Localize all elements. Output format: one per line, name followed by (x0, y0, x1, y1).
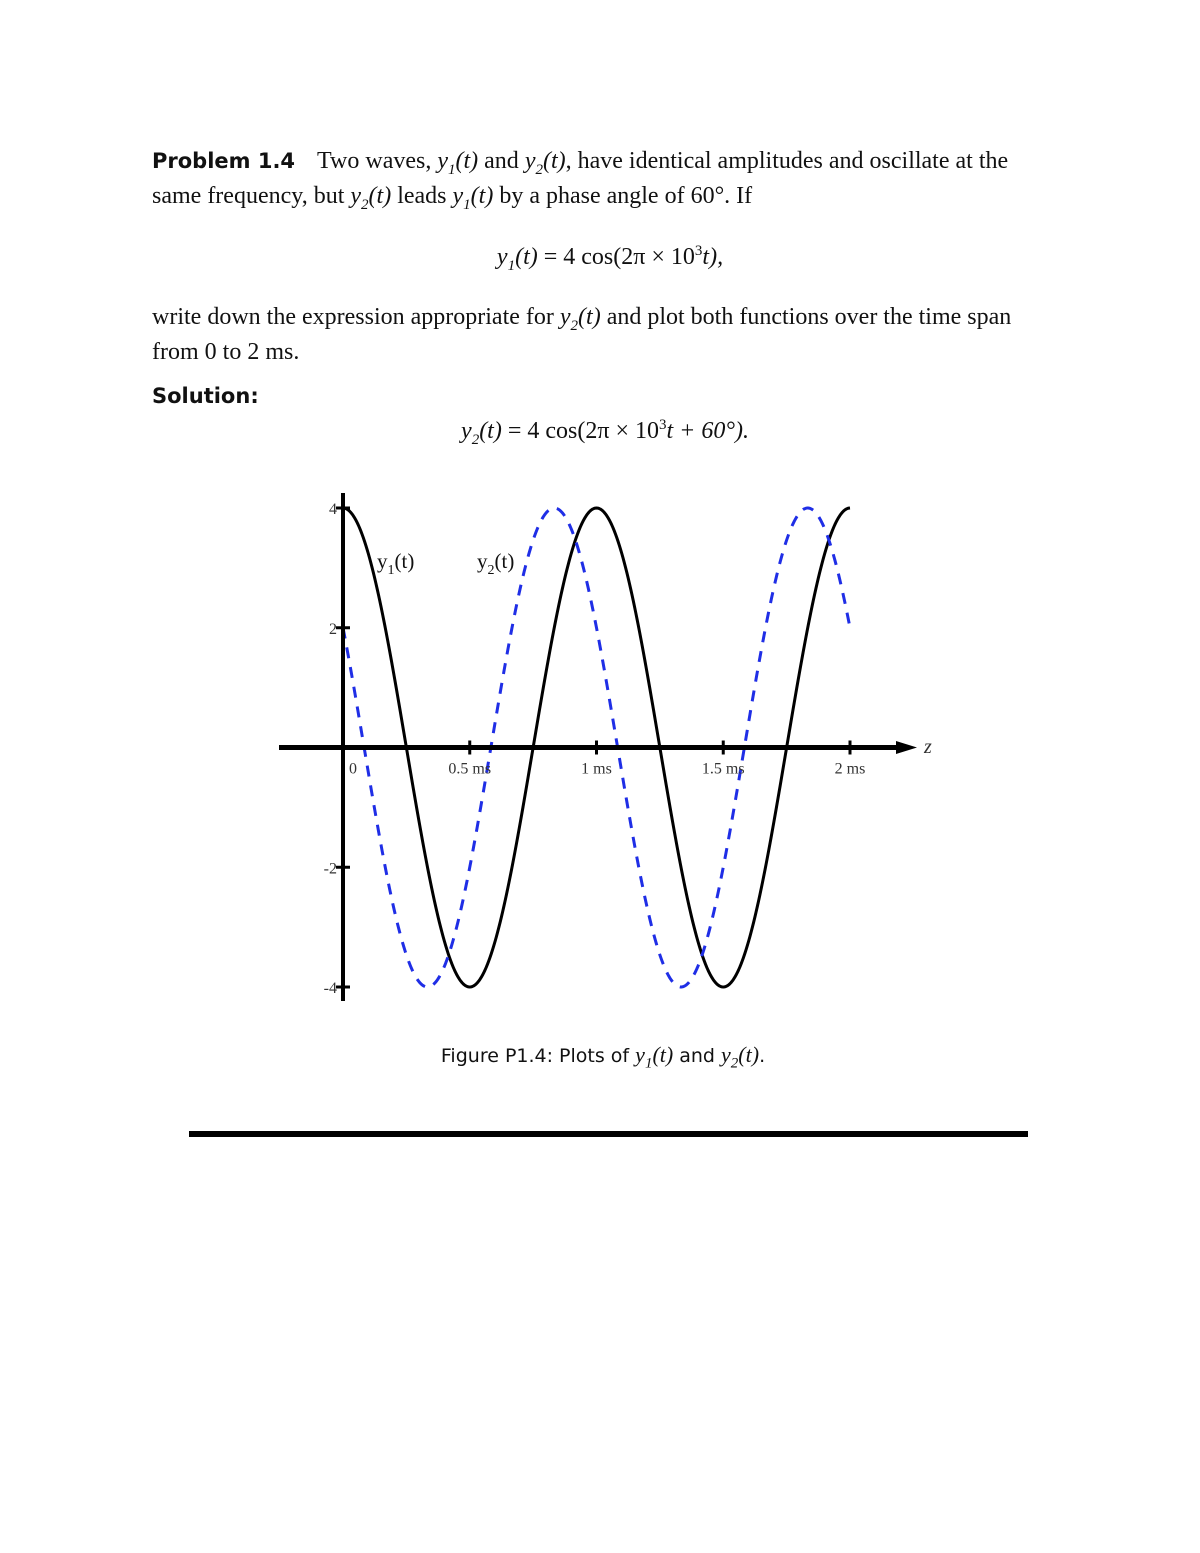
and-word: and (478, 148, 525, 174)
legend-label-2: $y_2(t)$ (477, 549, 515, 578)
leads-word: leads (391, 183, 453, 209)
legend-label-1: $y_1(t)$ (377, 549, 415, 578)
y-tick-label: 4 (329, 501, 337, 518)
problem-label: Problem 1.4 (152, 149, 296, 173)
y2-symbol-task: $y_2(t)$ (559, 304, 601, 334)
y1-symbol-leads: $y_1(t)$ (452, 183, 494, 213)
y-tick-label: 2 (329, 620, 337, 638)
x-axis-label: z (924, 736, 932, 758)
task-text-2: and plot both functions over the time span from 0 to 2 ms. (152, 304, 1012, 365)
problem-intro-3: by a phase angle of 60°. If (493, 183, 753, 209)
x-tick-label: 0.5 ms (448, 760, 492, 778)
x-tick-label: 0 (349, 760, 357, 778)
x-tick-label: 1 ms (581, 760, 612, 778)
figure-caption: Figure P1.4: Plots of $y_1(t)$ and $y_2(t)$. (440, 1042, 766, 1072)
y2-symbol-leads: $y_2(t)$ (350, 183, 392, 213)
problem-intro-2: , have identical amplitudes and oscillate at the same frequency, but (152, 148, 1009, 209)
y1-symbol: $y_1(t)$ (437, 148, 479, 178)
y-tick-label: -2 (323, 860, 337, 878)
solution-equation: $y_2(t) = 4$ $\cos(2\pi \times 10^3t + 60^\circ)$. (461, 417, 749, 448)
x-axis-arrow (896, 741, 917, 754)
solution-label: Solution: (152, 384, 259, 408)
given-equation: $y_1(t) = 4$ $\cos(2\pi \times 10^3t)$, (496, 243, 724, 274)
x-tick-label: 2 ms (834, 760, 866, 778)
y-tick-label: -4 (323, 980, 337, 997)
problem-intro-1: Two waves, (317, 148, 438, 174)
x-tick-label: 1.5 ms (701, 760, 745, 778)
y2-symbol: $y_2(t)$ (524, 148, 566, 178)
section-divider (189, 1131, 1028, 1137)
task-text-1: write down the expression appropriate for (152, 304, 560, 330)
